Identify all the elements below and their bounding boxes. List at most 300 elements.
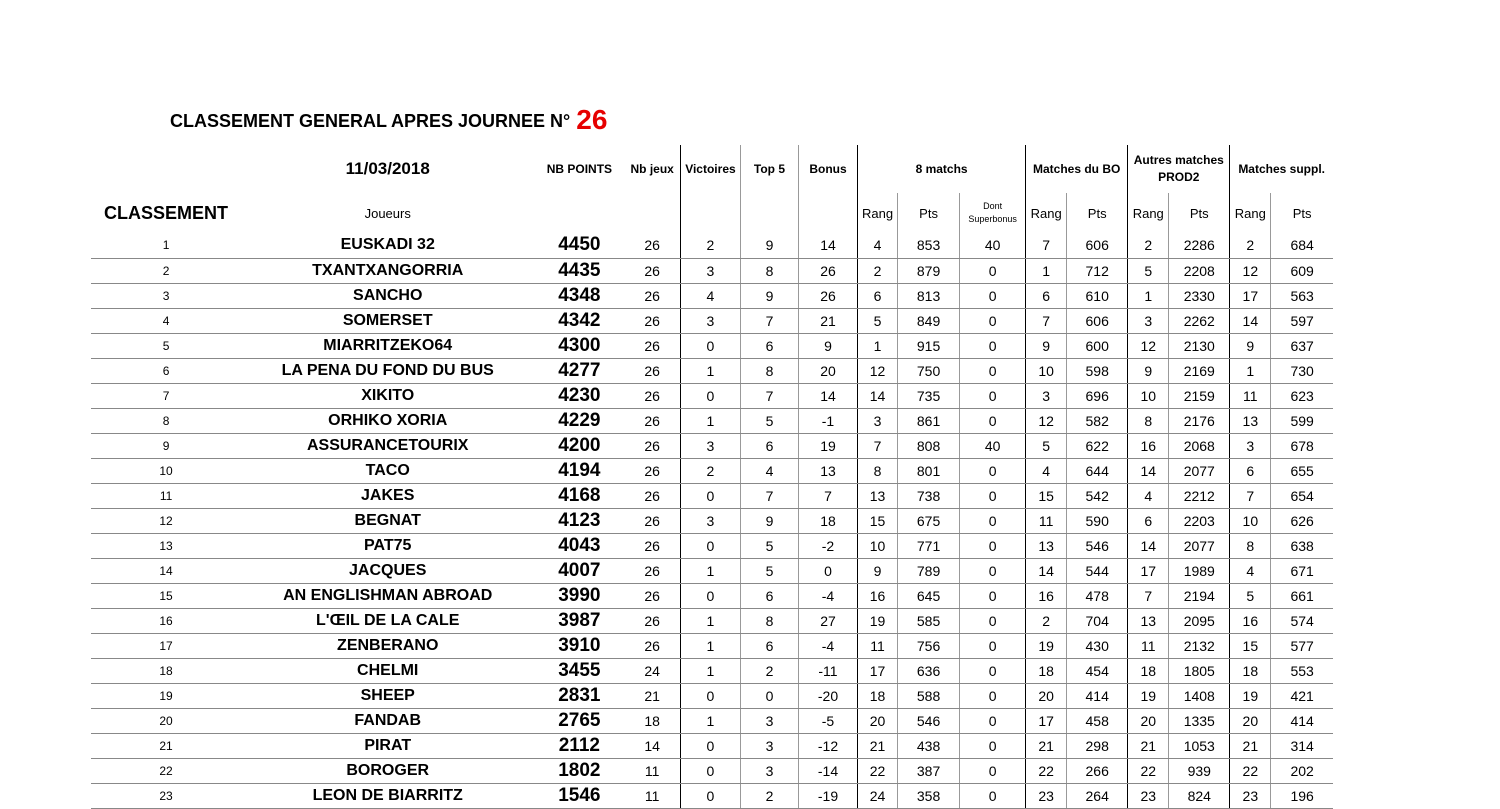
ranking-rows xyxy=(91,233,1333,808)
col-8m-rang: Rang xyxy=(858,193,898,233)
cell-prod2-pts: 2286 xyxy=(1169,233,1230,258)
cell-8m-rang: 16 xyxy=(858,583,898,608)
cell-nb-points: 4007 xyxy=(534,558,624,583)
cell-nb-points: 4229 xyxy=(534,408,624,433)
cell-nb-jeux: 26 xyxy=(624,283,680,308)
cell-prod2-rang: 16 xyxy=(1128,433,1169,458)
cell-prod2-rang: 11 xyxy=(1128,633,1169,658)
cell-nb-points: 1546 xyxy=(534,783,624,808)
cell-bo-rang: 11 xyxy=(1026,508,1067,533)
cell-bo-rang: 20 xyxy=(1026,683,1067,708)
cell-8m-rang: 18 xyxy=(858,683,898,708)
cell-victoires: 1 xyxy=(680,608,740,633)
cell-player-name: ORHIKO XORIA xyxy=(241,408,534,433)
table-row xyxy=(91,733,1333,758)
cell-rank: 15 xyxy=(91,583,241,608)
cell-suppl-pts: 577 xyxy=(1271,633,1333,658)
cell-top5: 5 xyxy=(740,558,798,583)
cell-8m-pts: 735 xyxy=(898,383,960,408)
table-row xyxy=(91,333,1333,358)
cell-8m-rang: 10 xyxy=(858,533,898,558)
cell-top5: 6 xyxy=(740,433,798,458)
group-autres-prod2: Autres matches PROD2 xyxy=(1128,145,1230,193)
cell-rank: 9 xyxy=(91,433,241,458)
cell-8m-superbonus: 0 xyxy=(960,308,1026,333)
cell-bonus: 14 xyxy=(798,383,857,408)
cell-8m-superbonus: 0 xyxy=(960,733,1026,758)
cell-player-name: FANDAB xyxy=(241,708,534,733)
cell-prod2-rang: 5 xyxy=(1128,258,1169,283)
cell-bo-rang: 19 xyxy=(1026,633,1067,658)
cell-player-name: ZENBERANO xyxy=(241,633,534,658)
cell-suppl-rang: 19 xyxy=(1230,683,1271,708)
cell-player-name: BEGNAT xyxy=(241,508,534,533)
cell-top5: 3 xyxy=(740,758,798,783)
cell-player-name: JACQUES xyxy=(241,558,534,583)
cell-8m-superbonus: 0 xyxy=(960,258,1026,283)
cell-prod2-pts: 1053 xyxy=(1169,733,1230,758)
cell-prod2-pts: 2068 xyxy=(1169,433,1230,458)
col-8m-superbonus: Dont Superbonus xyxy=(960,193,1026,233)
cell-nb-points: 4342 xyxy=(534,308,624,333)
cell-suppl-rang: 2 xyxy=(1230,233,1271,258)
cell-bonus: -12 xyxy=(798,733,857,758)
cell-nb-jeux: 26 xyxy=(624,233,680,258)
cell-nb-jeux: 26 xyxy=(624,533,680,558)
cell-top5: 6 xyxy=(740,633,798,658)
cell-player-name: SANCHO xyxy=(241,283,534,308)
cell-rank: 18 xyxy=(91,658,241,683)
cell-suppl-rang: 12 xyxy=(1230,258,1271,283)
cell-prod2-rang: 18 xyxy=(1128,658,1169,683)
cell-victoires: 0 xyxy=(680,583,740,608)
cell-nb-points: 2831 xyxy=(534,683,624,708)
cell-8m-rang: 19 xyxy=(858,608,898,633)
cell-bonus: -14 xyxy=(798,758,857,783)
cell-8m-pts: 645 xyxy=(898,583,960,608)
title-text: CLASSEMENT GENERAL APRES JOURNEE N° xyxy=(170,111,571,131)
cell-bonus: -11 xyxy=(798,658,857,683)
cell-suppl-rang: 7 xyxy=(1230,483,1271,508)
cell-top5: 7 xyxy=(740,483,798,508)
cell-bo-rang: 7 xyxy=(1026,308,1067,333)
cell-bonus: 18 xyxy=(798,508,857,533)
col-joueurs: Joueurs xyxy=(364,205,411,221)
col-suppl-rang: Rang xyxy=(1230,193,1271,233)
cell-nb-points: 4168 xyxy=(534,483,624,508)
cell-bo-rang: 6 xyxy=(1026,283,1067,308)
cell-suppl-pts: 597 xyxy=(1271,308,1333,333)
cell-suppl-rang: 3 xyxy=(1230,433,1271,458)
cell-victoires: 4 xyxy=(680,283,740,308)
cell-bo-pts: 696 xyxy=(1067,383,1128,408)
cell-prod2-pts: 2176 xyxy=(1169,408,1230,433)
cell-player-name: XIKITO xyxy=(241,383,534,408)
cell-prod2-rang: 10 xyxy=(1128,383,1169,408)
cell-rank: 12 xyxy=(91,508,241,533)
cell-8m-pts: 879 xyxy=(898,258,960,283)
cell-bo-pts: 590 xyxy=(1067,508,1128,533)
journee-number: 26 xyxy=(576,104,608,135)
cell-rank: 22 xyxy=(91,758,241,783)
cell-bo-rang: 7 xyxy=(1026,233,1067,258)
cell-nb-points: 1802 xyxy=(534,758,624,783)
cell-player-name: LEON DE BIARRITZ xyxy=(241,783,534,808)
cell-prod2-rang: 20 xyxy=(1128,708,1169,733)
cell-bonus: 26 xyxy=(798,283,857,308)
cell-rank: 21 xyxy=(91,733,241,758)
cell-8m-pts: 849 xyxy=(898,308,960,333)
cell-rank: 3 xyxy=(91,283,241,308)
cell-8m-superbonus: 0 xyxy=(960,283,1026,308)
cell-suppl-pts: 314 xyxy=(1271,733,1333,758)
cell-player-name: TXANTXANGORRIA xyxy=(241,258,534,283)
cell-suppl-rang: 14 xyxy=(1230,308,1271,333)
cell-nb-points: 2112 xyxy=(534,733,624,758)
cell-bo-rang: 9 xyxy=(1026,333,1067,358)
cell-prod2-pts: 1989 xyxy=(1169,558,1230,583)
cell-prod2-pts: 2203 xyxy=(1169,508,1230,533)
cell-rank: 17 xyxy=(91,633,241,658)
cell-suppl-rang: 18 xyxy=(1230,658,1271,683)
cell-suppl-rang: 15 xyxy=(1230,633,1271,658)
cell-bo-rang: 13 xyxy=(1026,533,1067,558)
cell-player-name: TACO xyxy=(241,458,534,483)
table-row xyxy=(91,408,1333,433)
cell-8m-superbonus: 0 xyxy=(960,783,1026,808)
cell-prod2-pts: 2212 xyxy=(1169,483,1230,508)
cell-8m-pts: 588 xyxy=(898,683,960,708)
cell-bo-rang: 4 xyxy=(1026,458,1067,483)
cell-bo-rang: 17 xyxy=(1026,708,1067,733)
cell-nb-points: 4043 xyxy=(534,533,624,558)
cell-player-name: PIRAT xyxy=(241,733,534,758)
cell-prod2-rang: 3 xyxy=(1128,308,1169,333)
cell-8m-pts: 813 xyxy=(898,283,960,308)
cell-victoires: 3 xyxy=(680,508,740,533)
cell-suppl-pts: 671 xyxy=(1271,558,1333,583)
cell-8m-pts: 675 xyxy=(898,508,960,533)
cell-player-name: JAKES xyxy=(241,483,534,508)
cell-8m-superbonus: 0 xyxy=(960,533,1026,558)
cell-bo-rang: 3 xyxy=(1026,383,1067,408)
cell-8m-superbonus: 0 xyxy=(960,708,1026,733)
col-suppl-pts: Pts xyxy=(1271,193,1333,233)
cell-rank: 19 xyxy=(91,683,241,708)
cell-8m-superbonus: 0 xyxy=(960,658,1026,683)
cell-bonus: -4 xyxy=(798,583,857,608)
cell-bo-rang: 18 xyxy=(1026,658,1067,683)
cell-8m-rang: 24 xyxy=(858,783,898,808)
table-row xyxy=(91,283,1333,308)
cell-suppl-rang: 23 xyxy=(1230,783,1271,808)
cell-bo-rang: 14 xyxy=(1026,558,1067,583)
cell-bo-rang: 16 xyxy=(1026,583,1067,608)
cell-prod2-pts: 2262 xyxy=(1169,308,1230,333)
cell-top5: 6 xyxy=(740,333,798,358)
cell-bo-rang: 10 xyxy=(1026,358,1067,383)
table-row xyxy=(91,383,1333,408)
table-row xyxy=(91,458,1333,483)
col-bo-pts: Pts xyxy=(1067,193,1128,233)
cell-nb-jeux: 26 xyxy=(624,433,680,458)
page-title xyxy=(170,104,607,137)
cell-bo-rang: 15 xyxy=(1026,483,1067,508)
cell-8m-superbonus: 0 xyxy=(960,583,1026,608)
cell-prod2-pts: 1335 xyxy=(1169,708,1230,733)
cell-prod2-rang: 14 xyxy=(1128,458,1169,483)
cell-suppl-pts: 553 xyxy=(1271,658,1333,683)
table-row xyxy=(91,433,1333,458)
col-nb-points: NB POINTS xyxy=(546,162,613,176)
cell-nb-jeux: 26 xyxy=(624,333,680,358)
cell-top5: 2 xyxy=(740,783,798,808)
cell-8m-rang: 22 xyxy=(858,758,898,783)
col-classement: CLASSEMENT xyxy=(104,202,229,223)
cell-bo-pts: 544 xyxy=(1067,558,1128,583)
cell-prod2-pts: 2077 xyxy=(1169,458,1230,483)
cell-bo-pts: 598 xyxy=(1067,358,1128,383)
cell-8m-superbonus: 0 xyxy=(960,383,1026,408)
cell-rank: 7 xyxy=(91,383,241,408)
cell-prod2-rang: 19 xyxy=(1128,683,1169,708)
cell-nb-points: 3990 xyxy=(534,583,624,608)
col-bo-rang: Rang xyxy=(1026,193,1067,233)
table-row xyxy=(91,558,1333,583)
cell-8m-rang: 4 xyxy=(858,233,898,258)
cell-8m-superbonus: 0 xyxy=(960,458,1026,483)
cell-bonus: 13 xyxy=(798,458,857,483)
cell-victoires: 0 xyxy=(680,783,740,808)
cell-suppl-pts: 609 xyxy=(1271,258,1333,283)
table-row xyxy=(91,358,1333,383)
cell-8m-superbonus: 0 xyxy=(960,683,1026,708)
cell-8m-pts: 853 xyxy=(898,233,960,258)
cell-bonus: -19 xyxy=(798,783,857,808)
cell-bo-pts: 610 xyxy=(1067,283,1128,308)
cell-nb-points: 4435 xyxy=(534,258,624,283)
table-row xyxy=(91,633,1333,658)
cell-nb-jeux: 21 xyxy=(624,683,680,708)
cell-suppl-pts: 623 xyxy=(1271,383,1333,408)
cell-prod2-pts: 2130 xyxy=(1169,333,1230,358)
cell-suppl-pts: 637 xyxy=(1271,333,1333,358)
cell-bonus: 26 xyxy=(798,258,857,283)
col-prod2-rang: Rang xyxy=(1128,193,1169,233)
cell-suppl-pts: 574 xyxy=(1271,608,1333,633)
cell-top5: 0 xyxy=(740,683,798,708)
cell-8m-pts: 789 xyxy=(898,558,960,583)
cell-8m-pts: 808 xyxy=(898,433,960,458)
cell-top5: 5 xyxy=(740,408,798,433)
cell-8m-rang: 20 xyxy=(858,708,898,733)
cell-nb-jeux: 26 xyxy=(624,483,680,508)
cell-suppl-rang: 11 xyxy=(1230,383,1271,408)
cell-bonus: -1 xyxy=(798,408,857,433)
cell-bo-pts: 264 xyxy=(1067,783,1128,808)
cell-bo-pts: 430 xyxy=(1067,633,1128,658)
cell-suppl-rang: 1 xyxy=(1230,358,1271,383)
header-row-2 xyxy=(91,193,1333,233)
cell-suppl-rang: 22 xyxy=(1230,758,1271,783)
cell-bo-pts: 298 xyxy=(1067,733,1128,758)
cell-8m-rang: 2 xyxy=(858,258,898,283)
cell-8m-pts: 771 xyxy=(898,533,960,558)
cell-suppl-rang: 21 xyxy=(1230,733,1271,758)
cell-nb-jeux: 14 xyxy=(624,733,680,758)
cell-8m-rang: 8 xyxy=(858,458,898,483)
cell-bonus: 20 xyxy=(798,358,857,383)
cell-player-name: BOROGER xyxy=(241,758,534,783)
cell-rank: 1 xyxy=(91,233,241,258)
cell-prod2-rang: 17 xyxy=(1128,558,1169,583)
cell-nb-jeux: 26 xyxy=(624,383,680,408)
cell-suppl-rang: 4 xyxy=(1230,558,1271,583)
cell-victoires: 3 xyxy=(680,308,740,333)
cell-top5: 8 xyxy=(740,358,798,383)
cell-bo-rang: 22 xyxy=(1026,758,1067,783)
cell-victoires: 1 xyxy=(680,558,740,583)
cell-8m-pts: 756 xyxy=(898,633,960,658)
cell-victoires: 1 xyxy=(680,633,740,658)
cell-8m-rang: 17 xyxy=(858,658,898,683)
cell-8m-superbonus: 0 xyxy=(960,633,1026,658)
cell-8m-rang: 12 xyxy=(858,358,898,383)
cell-suppl-pts: 684 xyxy=(1271,233,1333,258)
cell-rank: 20 xyxy=(91,708,241,733)
cell-bo-pts: 546 xyxy=(1067,533,1128,558)
cell-suppl-pts: 196 xyxy=(1271,783,1333,808)
cell-suppl-rang: 13 xyxy=(1230,408,1271,433)
cell-player-name: CHELMI xyxy=(241,658,534,683)
cell-suppl-rang: 20 xyxy=(1230,708,1271,733)
group-matches-suppl: Matches suppl. xyxy=(1230,145,1333,193)
cell-victoires: 0 xyxy=(680,683,740,708)
cell-top5: 8 xyxy=(740,608,798,633)
cell-player-name: PAT75 xyxy=(241,533,534,558)
cell-nb-jeux: 26 xyxy=(624,458,680,483)
col-nb-jeux: Nb jeux xyxy=(630,162,674,176)
cell-nb-jeux: 26 xyxy=(624,408,680,433)
cell-prod2-rang: 7 xyxy=(1128,583,1169,608)
cell-top5: 3 xyxy=(740,708,798,733)
cell-bo-pts: 454 xyxy=(1067,658,1128,683)
cell-player-name: AN ENGLISHMAN ABROAD xyxy=(241,583,534,608)
cell-victoires: 1 xyxy=(680,408,740,433)
cell-nb-points: 4123 xyxy=(534,508,624,533)
cell-bo-pts: 622 xyxy=(1067,433,1128,458)
cell-nb-points: 4348 xyxy=(534,283,624,308)
cell-prod2-rang: 14 xyxy=(1128,533,1169,558)
cell-8m-rang: 7 xyxy=(858,433,898,458)
cell-suppl-rang: 16 xyxy=(1230,608,1271,633)
cell-top5: 3 xyxy=(740,733,798,758)
cell-top5: 9 xyxy=(740,508,798,533)
cell-8m-rang: 6 xyxy=(858,283,898,308)
cell-8m-superbonus: 40 xyxy=(960,433,1026,458)
cell-victoires: 3 xyxy=(680,433,740,458)
cell-prod2-rang: 8 xyxy=(1128,408,1169,433)
cell-8m-pts: 738 xyxy=(898,483,960,508)
cell-top5: 7 xyxy=(740,308,798,333)
cell-8m-pts: 915 xyxy=(898,333,960,358)
cell-bo-pts: 606 xyxy=(1067,308,1128,333)
cell-top5: 6 xyxy=(740,583,798,608)
cell-top5: 4 xyxy=(740,458,798,483)
cell-bo-pts: 600 xyxy=(1067,333,1128,358)
cell-8m-superbonus: 0 xyxy=(960,758,1026,783)
cell-nb-points: 4277 xyxy=(534,358,624,383)
cell-rank: 4 xyxy=(91,308,241,333)
cell-top5: 9 xyxy=(740,233,798,258)
cell-player-name: MIARRITZEKO64 xyxy=(241,333,534,358)
cell-bo-rang: 21 xyxy=(1026,733,1067,758)
cell-rank: 8 xyxy=(91,408,241,433)
cell-rank: 5 xyxy=(91,333,241,358)
cell-prod2-rang: 23 xyxy=(1128,783,1169,808)
table-row xyxy=(91,758,1333,783)
cell-8m-pts: 861 xyxy=(898,408,960,433)
cell-8m-pts: 438 xyxy=(898,733,960,758)
cell-8m-rang: 11 xyxy=(858,633,898,658)
cell-victoires: 0 xyxy=(680,483,740,508)
cell-rank: 11 xyxy=(91,483,241,508)
cell-suppl-pts: 599 xyxy=(1271,408,1333,433)
cell-nb-jeux: 26 xyxy=(624,508,680,533)
cell-8m-rang: 14 xyxy=(858,383,898,408)
cell-nb-jeux: 26 xyxy=(624,308,680,333)
cell-prod2-pts: 2169 xyxy=(1169,358,1230,383)
cell-bo-rang: 23 xyxy=(1026,783,1067,808)
date-header: 11/03/2018 xyxy=(345,159,430,178)
cell-suppl-pts: 654 xyxy=(1271,483,1333,508)
table-row xyxy=(91,658,1333,683)
cell-bonus: 27 xyxy=(798,608,857,633)
cell-bo-rang: 1 xyxy=(1026,258,1067,283)
cell-bo-pts: 414 xyxy=(1067,683,1128,708)
cell-suppl-pts: 661 xyxy=(1271,583,1333,608)
cell-rank: 10 xyxy=(91,458,241,483)
cell-bonus: -5 xyxy=(798,708,857,733)
cell-bonus: -4 xyxy=(798,633,857,658)
cell-nb-jeux: 11 xyxy=(624,758,680,783)
cell-player-name: SHEEP xyxy=(241,683,534,708)
cell-prod2-rang: 1 xyxy=(1128,283,1169,308)
cell-victoires: 1 xyxy=(680,358,740,383)
cell-victoires: 0 xyxy=(680,758,740,783)
group-8-matchs: 8 matchs xyxy=(858,145,1026,193)
cell-bo-pts: 606 xyxy=(1067,233,1128,258)
cell-bo-pts: 478 xyxy=(1067,583,1128,608)
cell-prod2-pts: 939 xyxy=(1169,758,1230,783)
cell-bo-pts: 704 xyxy=(1067,608,1128,633)
cell-nb-points: 4194 xyxy=(534,458,624,483)
cell-victoires: 0 xyxy=(680,733,740,758)
cell-8m-superbonus: 0 xyxy=(960,508,1026,533)
cell-rank: 23 xyxy=(91,783,241,808)
col-8m-pts: Pts xyxy=(898,193,960,233)
cell-bo-pts: 582 xyxy=(1067,408,1128,433)
cell-player-name: ASSURANCETOURIX xyxy=(241,433,534,458)
cell-victoires: 1 xyxy=(680,658,740,683)
cell-nb-jeux: 26 xyxy=(624,558,680,583)
table-row xyxy=(91,258,1333,283)
cell-bonus: 14 xyxy=(798,233,857,258)
cell-victoires: 0 xyxy=(680,383,740,408)
cell-bo-pts: 266 xyxy=(1067,758,1128,783)
cell-prod2-pts: 2095 xyxy=(1169,608,1230,633)
cell-prod2-rang: 4 xyxy=(1128,483,1169,508)
